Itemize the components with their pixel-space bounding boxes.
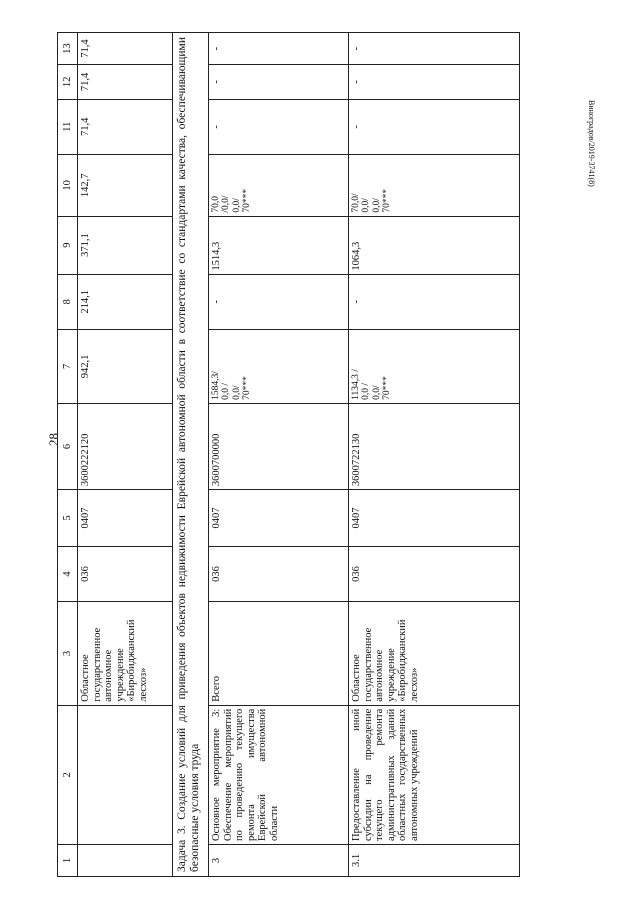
target-article: 3600700000 bbox=[209, 403, 349, 489]
header-cell: 11 bbox=[58, 99, 78, 154]
total-value: 942,1 bbox=[78, 330, 173, 404]
header-cell: 7 bbox=[58, 330, 78, 404]
header-cell: 9 bbox=[58, 216, 78, 274]
year-value: - bbox=[209, 33, 349, 65]
year-value: - bbox=[349, 33, 520, 65]
table-row bbox=[349, 33, 520, 877]
grbs-code: 036 bbox=[78, 546, 173, 601]
budget-table bbox=[57, 32, 520, 877]
row-number: 3.1 bbox=[349, 844, 520, 876]
row-number: 3 bbox=[209, 844, 349, 876]
target-article: 3600722130 bbox=[349, 403, 520, 489]
target-article: 3600222120 bbox=[78, 403, 173, 489]
year-value: 371,1 bbox=[78, 216, 173, 274]
executor: Областное государственное автономное учреждение «Биробиджанский лесхоз» bbox=[78, 602, 173, 705]
section-code: 0407 bbox=[78, 490, 173, 547]
table-row bbox=[209, 33, 349, 877]
header-cell: 4 bbox=[58, 546, 78, 601]
year-value: - bbox=[349, 274, 520, 329]
year-value: 71,4 bbox=[78, 33, 173, 65]
header-cell: 5 bbox=[58, 490, 78, 547]
year-value: - bbox=[349, 65, 520, 99]
grbs-code: 036 bbox=[209, 546, 349, 601]
section-code: 0407 bbox=[349, 490, 520, 547]
total-value: 1584,3/ 0,0 / 0,0/ 70*** bbox=[209, 330, 349, 404]
year-value: 70,0 /0,0/ 0,0/ 70*** bbox=[209, 155, 349, 217]
header-cell: 8 bbox=[58, 274, 78, 329]
executor: Всего bbox=[209, 602, 349, 705]
task-title: Задача 3. Создание условий для приведения объектов недвижимости Еврейской автономной области в соответствие со стандартами качества, обеспечивающими безопасные условия труда bbox=[173, 33, 209, 877]
header-cell: 6 bbox=[58, 403, 78, 489]
year-value: 71,4 bbox=[78, 65, 173, 99]
row-number bbox=[78, 844, 173, 876]
year-value: 70,0/ 0,0/ 0,0/ 70*** bbox=[349, 155, 520, 217]
year-value: - bbox=[209, 274, 349, 329]
header-cell: 10 bbox=[58, 155, 78, 217]
task-row bbox=[173, 33, 209, 877]
year-value: 1514,3 bbox=[209, 216, 349, 274]
table-row bbox=[78, 33, 173, 877]
header-cell: 1 bbox=[58, 844, 78, 876]
year-value: - bbox=[209, 99, 349, 154]
executor: Областное государственное автономное учреждение «Биробиджанский лесхоз» bbox=[349, 602, 520, 705]
header-cell: 3 bbox=[58, 602, 78, 705]
measure-name bbox=[78, 705, 173, 844]
measure-name: Предоставление иной субсидии на проведение текущего ремонта административных зданий областных государственных автономных учреждений bbox=[349, 705, 520, 844]
header-row bbox=[58, 33, 78, 877]
document-code: Виноградов/2019-3741(8) bbox=[587, 100, 596, 187]
year-value: - bbox=[209, 65, 349, 99]
section-code: 0407 bbox=[209, 490, 349, 547]
total-value: 1134,3 / 0,0 / 0,0/ 70*** bbox=[349, 330, 520, 404]
header-cell: 13 bbox=[58, 33, 78, 65]
header-cell: 12 bbox=[58, 65, 78, 99]
year-value: 142,7 bbox=[78, 155, 173, 217]
page-number: 28 bbox=[46, 433, 61, 446]
rotated-table-container bbox=[57, 32, 520, 877]
measure-name: Основное мероприятие 3: Обеспечение мероприятий по проведению текущего ремонта имущества Еврейской автономной области bbox=[209, 705, 349, 844]
header-cell: 2 bbox=[58, 705, 78, 844]
year-value: 71,4 bbox=[78, 99, 173, 154]
year-value: 214,1 bbox=[78, 274, 173, 329]
year-value: - bbox=[349, 99, 520, 154]
year-value: 1064,3 bbox=[349, 216, 520, 274]
grbs-code: 036 bbox=[349, 546, 520, 601]
